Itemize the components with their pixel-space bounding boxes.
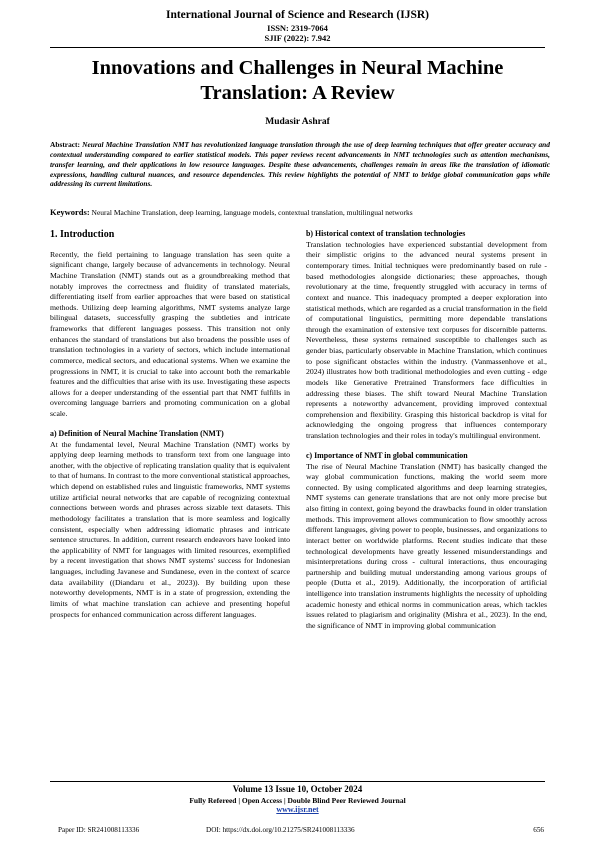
journal-sjif: SJIF (2022): 7.942 <box>264 32 331 43</box>
page-number: 656 <box>533 826 544 834</box>
keywords-label: Keywords: <box>50 207 90 217</box>
journal-link[interactable]: www.ijsr.net <box>276 805 319 815</box>
subsection-heading-importance: c) Importance of NMT in global communication <box>306 450 468 460</box>
journal-name: International Journal of Science and Research (IJSR) <box>165 9 429 21</box>
keywords-text: Neural Machine Translation, deep learning, language models, contextual translation, multilingual networks <box>91 208 413 217</box>
paper-id: Paper ID: SR241008113336 <box>58 826 140 834</box>
definition-paragraph: At the fundamental level, Neural Machine Translation (NMT) works by applying deep learning methods to transform text from one language into another, with the objective of replicating translation quality that is equivalent to that of humans. In contrast to the more conventional statistical approaches, which depend on established rules and linguistic frameworks, NMT systems utilize artificial neural networks that are capable of recognizing contextual connections between words and phrases across sizable text datasets. This methodology facilitates a translation that is more seamless and logically consistent, especially when addressing idiomatic phrases and intricate sentence structures. In addition, current research endeavors have looked into the applicability of NMT for languages with limited resources, exemplified by a recent investigation that shows NMT systems' success for Indonesian languages, including Javanese and Sundanese, even in the context of scarce data availability ((Diandaru et al., 2023)). By building upon these noteworthy developments, NMT is in a state of progression, extending the limits of what machine translation can achieve and presenting hopeful prospects for enhanced communication across different languages. <box>50 439 290 619</box>
keywords <box>50 207 550 218</box>
doi-link[interactable]: DOI: https://dx.doi.org/10.21275/SR241008113336 <box>206 826 355 834</box>
header-rule <box>50 47 545 48</box>
abstract <box>50 140 550 189</box>
footer-refereed: Fully Refereed | Open Access | Double Blind Peer Reviewed Journal <box>189 795 406 805</box>
footer-rule <box>50 781 545 782</box>
abstract-text: Neural Machine Translation NMT has revolutionized language translation through the use of deep learning techniques that offer greater accuracy and contextual understanding compared to earlier statistical models. This paper reviews recent advancements in NMT technologies such as attention mechanisms, transfer learning, and their applications in low resource languages. Despite these advancements, challenges remain in areas like the translation of idiomatic expressions, handling cultural nuances, and resource dependencies. This review highlights the potential of NMT to bridge global communication gaps while addressing its current limitations. <box>50 140 550 189</box>
journal-issn: ISSN: 2319-7064 <box>267 22 328 33</box>
left-column <box>50 228 290 620</box>
history-paragraph: Translation technologies have experienced substantial development from their simplistic origins to the advanced neural systems present in contemporary times. Initial techniques were predominantly based on rule - based methodologies alongside dictionaries; these approaches, though revolutionary at the time, frequently struggled with accuracy in terms of context and nuance. This inadequacy prompted a deeper exploration into statistical methods, which are regarded as a crucial transformation in the field of computational linguistics, permitting more dependable translations through the examination of extensive text corpuses for discernible patterns. Nevertheless, these systems remained susceptible to challenges such as gender bias, particularly observable in Machine Translation, which continues to pose significant obstacles within the industry. (Vanmassenhove et al., 2024) illustrates how both traditional methodologies and even cutting - edge models like Generative Pretrained Transformers face difficulties in addressing these biases. The shift toward Neural Machine Translation represents a noteworthy advancement, providing improved contextual comprehension and flexibility. Grasping this historical backdrop is vital for acknowledging the ongoing progress that influences contemporary translation technologies and their roles in today's multilingual environment. <box>306 239 547 441</box>
paper-author: Mudasir Ashraf <box>265 117 330 127</box>
section-heading-introduction: 1. Introduction <box>50 229 115 240</box>
paper-title: Innovations and Challenges in Neural Machine Translation: A Review <box>91 57 504 104</box>
abstract-label: Abstract: <box>50 140 80 149</box>
subsection-heading-definition: a) Definition of Neural Machine Translation (NMT) <box>50 428 224 438</box>
subsection-heading-history: b) Historical context of translation technologies <box>306 229 466 238</box>
importance-paragraph: The rise of Neural Machine Translation (NMT) has basically changed the way global communication functions, making the world seem more connected. By using complicated algorithms and deep learning strategies, NMT systems can generate translations that are not only more precise but also fitting in context, going beyond the drawbacks found in older translation methods. This improvement allows communication to flow smoothly across different languages, giving power to people, businesses, and organizations to interact better on worldwide platforms. Recent studies indicate that these technological developments have greatly lessened misunderstandings and misinterpretations during cross - cultural interactions, thus encouraging partnership and building mutual understanding among various groups of people (Dutta et al., 2019). Additionally, the incorporation of artificial intelligence into translation instruments highlights the necessity of upholding academic honesty and ethical norms in communication areas, which tackles issues related to plagiarism and originality (Mishra et al., 2023). In the end, the significance of NMT in improving global communication <box>306 461 547 630</box>
right-column <box>306 228 547 632</box>
footer-volume: Volume 13 Issue 10, October 2024 <box>232 784 363 794</box>
introduction-paragraph: Recently, the field pertaining to language translation has seen quite a significant change, largely because of advancements in technology. Neural Machine Translation (NMT) stands out as a groundbreaking method that notably improves the correctness and fluidity of translated materials, differentiating itself from earlier approaches that were based on statistical methods. Utilizing deep learning algorithms, NMT systems analyze large bilingual datasets, successfully grasping the subtleties and intricate frameworks that different languages possess. This transition not only enhances the standard of translations but also broadens the possible uses of translation technologies in a variety of sectors, which include international commerce, medical sectors, and educational systems. When we examine the progressions in NMT, it is crucial to take into account both the remarkable features and the difficulties that arise with its use. Investigating these aspects allows for a deeper understanding of the essential part that NMT fulfills in overcoming language barriers and promoting communication on a global scale. <box>50 249 290 419</box>
